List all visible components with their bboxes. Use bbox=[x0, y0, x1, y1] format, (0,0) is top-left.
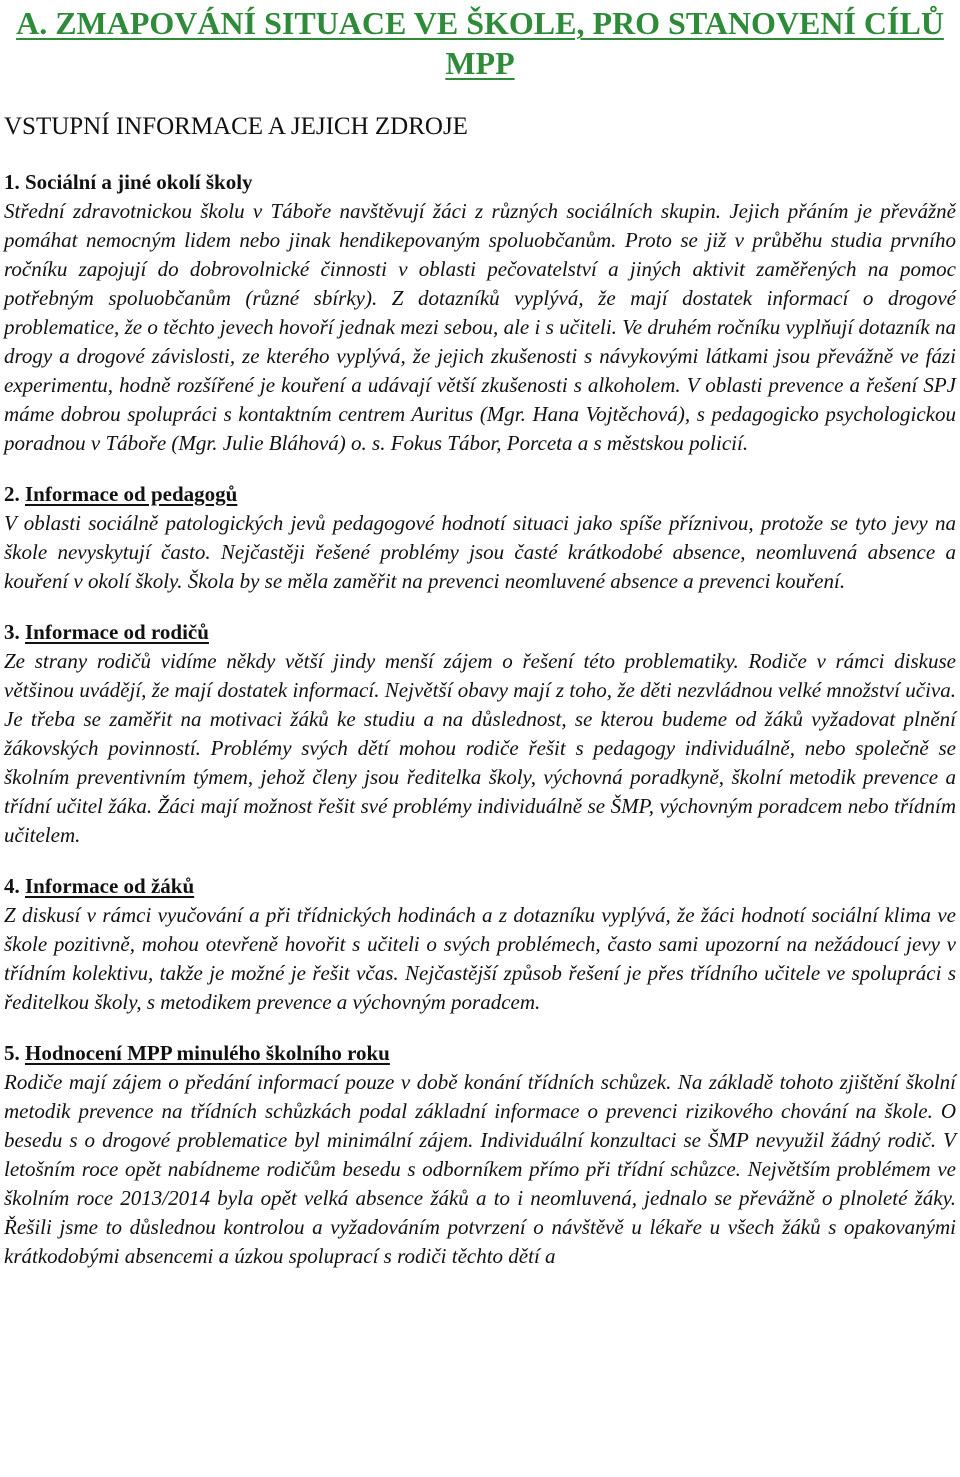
section-heading bbox=[4, 168, 956, 197]
section-heading-text: Informace od žáků bbox=[25, 874, 195, 898]
section-evaluation bbox=[4, 1039, 956, 1271]
section-paragraph bbox=[4, 901, 956, 1017]
section-heading-text: Hodnocení MPP minulého školního roku bbox=[25, 1041, 390, 1065]
section-heading bbox=[4, 480, 956, 509]
section-heading bbox=[4, 872, 956, 901]
section-number: 2. bbox=[4, 482, 20, 506]
section-number: 3. bbox=[4, 620, 20, 644]
paragraph-text: Rodiče mají zájem o předání informací pouze v době konání třídních schůzek. Na základě tohoto zjištění školní metodik prevence na třídních schůzkách podal základní informace o prevenci rizikového chování na škole. O besedu s o drogové problematice byl minimální zájem. Individuální konzultaci se ŠMP nevyužil žádný rodič. V letošním roce opět nabídneme rodičům besedu s odborníkem přímo při třídní schůzce. Největším problémem ve školním roce 2013/2014 byla opět velká absence žáků a to i neomluvená, jednalo se převážně o plnoleté žáky. Řešili jsme to důslednou kontrolou a vyžadováním potvrzení o návštěvě u lékaře u všech žáků s opakovanými krátkodobými absencemi a úzkou spoluprací s rodiči těchto dětí a bbox=[4, 1070, 956, 1268]
paragraph-text: Z diskusí v rámci vyučování a při třídnických hodinách a z dotazníku vyplývá, že žáci hodnotí sociální klima ve škole pozitivně, mohou otevřeně hovořit s učiteli o svých problémech, často sami upozorní na nežádoucí jevy v třídním kolektivu, takže je možné je řešit včas. Nejčastější způsob řešení je přes třídního učitele ve spolupráci s ředitelkou školy, s metodikem prevence a výchovným poradcem. bbox=[4, 903, 956, 1014]
section-paragraph bbox=[4, 1068, 956, 1271]
section-number: 1. bbox=[4, 170, 20, 194]
section-number: 5. bbox=[4, 1041, 20, 1065]
paragraph-text: V oblasti sociálně patologických jevů pedagogové hodnotí situaci jako spíše příznivou, protože se tyto jevy na škole nevyskytují často. Nejčastěji řešené problémy jsou časté krátkodobé absence, neomluvená absence a kouření v okolí školy. Škola by se měla zaměřit na prevenci neomluvené absence a prevenci kouření. bbox=[4, 511, 956, 593]
section-heading-text: Informace od rodičů bbox=[25, 620, 209, 644]
page-subtitle: VSTUPNÍ INFORMACE A JEJICH ZDROJE bbox=[4, 113, 468, 140]
section-paragraph bbox=[4, 647, 956, 850]
page-title: A. ZMAPOVÁNÍ SITUACE VE ŠKOLE, PRO STANOVENÍ CÍLŮ MPP bbox=[16, 5, 944, 81]
section-heading bbox=[4, 1039, 956, 1068]
section-students-info bbox=[4, 872, 956, 1017]
section-heading bbox=[4, 618, 956, 647]
section-parents-info bbox=[4, 618, 956, 850]
section-paragraph bbox=[4, 197, 956, 458]
section-number: 4. bbox=[4, 874, 20, 898]
section-social-environment bbox=[4, 168, 956, 458]
section-paragraph bbox=[4, 509, 956, 596]
paragraph-text: Ze strany rodičů vidíme někdy větší jindy menší zájem o řešení této problematiky. Rodiče v rámci diskuse většinou uvádějí, že mají dostatek informací. Největší obavy mají z toho, že děti nezvládnou velké množství učiva. Je třeba se zaměřit na motivaci žáků ke studiu a na důslednost, se kterou budeme od žáků vyžadovat plnění žákovských povinností. Problémy svých dětí mohou rodiče řešit s pedagogy individuálně, nebo společně se školním preventivním týmem, jehož členy jsou ředitelka školy, výchovná poradkyně, školní metodik prevence a třídní učitel žáka. Žáci mají možnost řešit své problémy individuálně se ŠMP, výchovným poradcem nebo třídním učitelem. bbox=[4, 649, 956, 847]
section-heading-text: Informace od pedagogů bbox=[25, 482, 238, 506]
paragraph-text: Střední zdravotnickou školu v Táboře navštěvují žáci z různých sociálních skupin. Jejich přáním je převážně pomáhat nemocným lidem nebo jinak hendikepovaným spoluobčanům. Proto se již v průběhu studia prvního ročníku zapojují do dobrovolnické činnosti v oblasti pečovatelství a jiných aktivit zaměřených na pomoc potřebným spoluobčanům (různé sbírky). Z dotazníků vyplývá, že mají dostatek informací o drogové problematice, že o těchto jevech hovoří jednak mezi sebou, ale i s učiteli. Ve druhém ročníku vyplňují dotazník na drogy a drogové závislosti, ze kterého vyplývá, že jejich zkušenosti s návykovými látkami jsou převážně ve fázi experimentu, hodně rozšířené je kouření a udávají větší zkušenosti s alkoholem. V oblasti prevence a řešení SPJ máme dobrou spolupráci s kontaktním centrem Auritus (Mgr. Hana Vojtěchová), s pedagogicko psychologickou poradnou v Táboře (Mgr. Julie Bláhová) o. s. Fokus Tábor, Porceta a s městskou policií. bbox=[4, 199, 956, 455]
section-teachers-info bbox=[4, 480, 956, 596]
section-heading-text: Sociální a jiné okolí školy bbox=[25, 170, 253, 194]
